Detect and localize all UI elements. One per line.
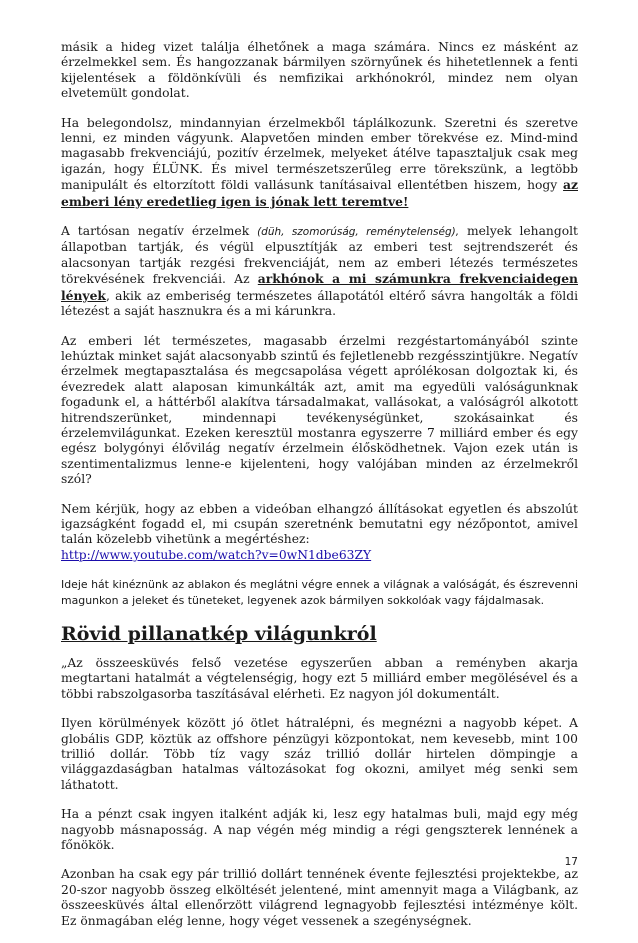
paragraph-3-text-c: , akik az emberiség természetes állapotától eltérő sávra hangolták a földi létezést a saját hasznukra és a mi kárunkra. — [61, 288, 578, 319]
paragraph-4: Az emberi lét természetes, magasabb érzelmi rezgéstartományából szinte lehúztak minket saját alacsonyabb szintű és fejletlenebb rezgésszintjükre. Negatív érzelmek megtapasztalása és megcsapolása végett aprólékosan dolgoztak ki, és évezredek alatt alaposan kimunkálták azt, amit ma egyedüli valóságunknak fogadunk el, a háttérből alakítva társadalmakat, vallásokat, a valóságról alkotott hitrendszerünket, mindennapi tevékenységünket, szokásainkat és érzelemvilágunkat. Ezeken keresztül mostanra egyszerre 7 milliárd ember és egy egész bolygónyi élővilág negatív érzelmein élősködhetnek. Vajon ezek után is szentimentalizmus lenne-e kijelenteni, hogy valójában minden az érzelmekről szól? — [61, 333, 578, 487]
paragraph-6: Ideje hát kinéznünk az ablakon és meglátni végre ennek a világnak a valóságát, és észrevenni magunkon a jeleket és tüneteket, legyenek azok bármilyen sokkolóak vagy fájdalmasak. — [61, 578, 578, 607]
section-heading: Rövid pillanatkép világunkról — [61, 623, 377, 645]
paragraph-7: „Az összeesküvés felső vezetése egyszerűen abban a reményben akarja megtartani hatalmát a végtelenségig, hogy ezt 5 milliárd ember megölésével és a többi rabszolgasorba taszításával elérheti. Ez nagyon jól dokumentált. — [61, 656, 578, 701]
paragraph-3 — [61, 224, 578, 319]
paragraph-10: Azonban ha csak egy pár trillió dollárt tennének évente fejlesztési projektekbe, az 20-szor nagyobb összeg elköltését jelentené, mint amennyit maga a Világbank, az összeesküvés által ellenőrzött világrend legnagyobb fejlesztési intézménye költ. Ez önmagában elég lenne, hogy véget vessenek a szegénységnek. — [61, 867, 578, 928]
paragraph-5-text: Nem kérjük, hogy az ebben a videóban elhangzó állításokat egyetlen és abszolút igazságként fogadd el, mi csupán szeretnénk bemutatni egy nézőpontot, amivel talán közelebb vihetünk a megértéshez: — [61, 501, 578, 547]
paragraph-3-text-b: melyek lehangolt állapotban tartják, és végül elpusztítják az emberi test sejtrendszerét és alacsonyan tartják rezgési frekvenciáját, nem az emberi létezés természetes törekvésének frekvenciái. Az — [61, 224, 578, 287]
emotions-list: (düh, szomorúság, reménytelenség), — [257, 226, 460, 239]
paragraph-1: másik a hideg vizet találja élhetőnek a maga számára. Nincs ez másként az érzelmekkel sem. És hangozzanak bármilyen szörnyűnek és hihetetlennek a fenti kijelentések a földönkívüli és nemfizikai arkhónokról, mindez nem olyan elvetemült gondolat. — [61, 40, 578, 101]
page-number: 17 — [564, 856, 578, 868]
paragraph-3-text-a: A tartósan negatív érzelmek — [61, 224, 258, 239]
paragraph-8: Ilyen körülmények között jó ötlet hátralépni, és megnézni a nagyobb képet. A globális GDP, köztük az offshore pénzügyi központokat, nem kevesebb, mint 100 trillió dollár. Több tíz vagy száz trillió dollár hirtelen dömpingje a világgazdaságban hatalmas változásokat fog okozni, amilyet még senki sem láthatott. — [61, 716, 578, 792]
youtube-link[interactable]: http://www.youtube.com/watch?v=0wN1dbe63ZY — [61, 547, 372, 562]
paragraph-9: Ha a pénzt csak ingyen italként adják ki, lesz egy hatalmas buli, majd egy még nagyobb másnaposság. A nap végén még mindig a régi gengszterek lennének a főnökök. — [61, 807, 578, 853]
emphasis-human-good: az emberi lény eredetlieg igen is jónak lett teremtve! — [61, 177, 578, 209]
emphasis-archons: arkhónok a mi számunkra frekvenciaidegen lények — [61, 271, 579, 303]
paragraph-5 — [61, 502, 578, 564]
paragraph-2-text: Ha belegondolsz, mindannyian érzelmekből táplálkozunk. Szeretni és szeretve lenni, ez minden vágyunk. Alapvetően minden ember törekvése ez. Mind-mind magasabb frekvenciájú, pozitív érzelmek, melyeket átélve tapasztaljuk csak meg igazán, hogy ÉLÜNK. És mivel természetszerűleg erre törekszünk, a legtöbb manipulált és eltorzított földi vallásunk tanításaival ellentétben hiszem, hogy — [61, 115, 578, 193]
paragraph-2 — [61, 116, 578, 210]
document-page — [61, 40, 578, 943]
